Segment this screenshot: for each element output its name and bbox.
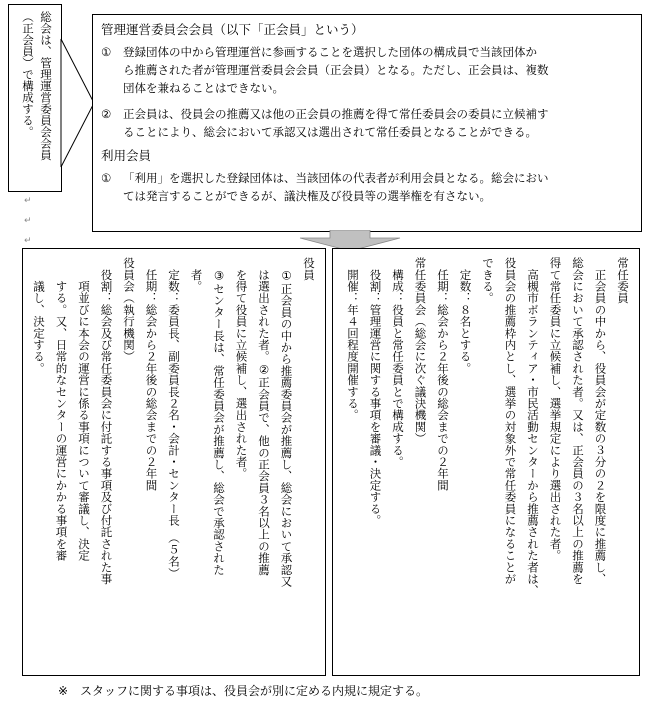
officers-column: 任期：総会から２年後の総会までの２年間 bbox=[144, 257, 159, 491]
paragraph-mark: ↵ bbox=[24, 216, 32, 226]
standing-committee-column: 総会において承認された者。又は、正会員の３名以上の推薦を bbox=[571, 257, 585, 585]
item1-line2: ら推薦された者が管理運営委員会会員（正会員）となる。ただし、正会員は、複数 bbox=[123, 63, 549, 77]
standing-committee-column: 常任委員 bbox=[616, 257, 630, 304]
paragraph-mark: ↵ bbox=[24, 236, 32, 246]
footnote: ※ スタッフに関する事項は、役員会が別に定める内規に規定する。 bbox=[58, 684, 429, 698]
standing-committee-column: 定数：８名とする。 bbox=[458, 257, 473, 374]
officers-column: ①正会員の中から推薦委員会が推薦し、総会において承認又 bbox=[279, 257, 294, 588]
officers-column: 役員 bbox=[302, 257, 316, 281]
standing-committee-column: 正会員の中から、役員会が定数の３分の２を限度に推薦し、 bbox=[593, 257, 608, 585]
item2-line2: ることにより、総会において承認又は選出されて常任委員となることができる。 bbox=[123, 125, 537, 139]
standing-committee-column: 常任委員会（総会に次ぐ議決機関） bbox=[413, 257, 428, 445]
item3-number: ① bbox=[101, 171, 112, 185]
officers-column: する。又、日常的なセンターの運営にかかる事項を審 bbox=[54, 257, 69, 562]
standing-committee-column: できる。 bbox=[481, 257, 495, 304]
standing-committee-column: 任期：総会から２年後の総会までの２年間 bbox=[436, 257, 450, 491]
item1-line3: 団体を兼ねることはできない。 bbox=[123, 81, 284, 95]
standing-committee-column: 構成：役員と常任委員とで構成する。 bbox=[391, 257, 405, 468]
item1-number: ① bbox=[101, 45, 112, 59]
item2-number: ② bbox=[101, 107, 112, 121]
user-member-title: 利用会員 bbox=[101, 148, 152, 163]
officers-column: は選出された者。②正会員で、他の正会員３名以上の推薦 bbox=[257, 257, 271, 576]
standing-committee-column: 役割：管理運営に関する事項を審議・決定する。 bbox=[368, 257, 383, 527]
general-assembly-box bbox=[8, 4, 62, 192]
item2-line1: 正会員は、役員会の推薦又は他の正会員の推薦を得て常任委員会の委員に立候補す bbox=[123, 107, 549, 121]
officers-column: 役員会（執行機関） bbox=[122, 257, 136, 363]
standing-committee-column: 高槻市ボランティア・市民活動センターから推薦された者は、 bbox=[526, 257, 540, 597]
officers-column: を得て役員に立候補し、選出された者。 bbox=[234, 257, 249, 480]
regular-member-title: 管理運営委員会会員（以下「正会員」という） bbox=[101, 22, 364, 37]
item1-line1: 登録団体の中から管理運営に参画することを選択した団体の構成員で当該団体か bbox=[123, 45, 537, 59]
officers-column: 者。 bbox=[189, 257, 204, 293]
standing-committee-column: 得て常任委員に立候補し、選挙規定により選出された者。 bbox=[548, 257, 563, 562]
item3-line2: ては発言することができるが、議決権及び役員等の選挙権を有さない。 bbox=[123, 189, 491, 203]
standing-committee-column: 開催：年４回程度開催する。 bbox=[346, 257, 360, 421]
side-box-line2: （正会員）で構成する。 bbox=[21, 11, 35, 138]
officers-column: 議し、決定する。 bbox=[32, 257, 46, 374]
officers-column: 役割：総会及び常任委員会に付託する事項及び付託された事 bbox=[99, 257, 114, 585]
standing-committee-box bbox=[332, 248, 640, 676]
officers-column: 定数：委員長、副委員長２名・会計・センター長 （５名） bbox=[167, 257, 181, 579]
officers-box bbox=[22, 248, 326, 676]
right-arrow-icon bbox=[60, 38, 96, 168]
regular-member-box bbox=[92, 14, 642, 232]
officers-column: ③センター長は、常任委員会が推薦し、総会で承認された bbox=[212, 257, 226, 576]
side-box-line1: 総会は、管理運営委員会会員 bbox=[39, 11, 53, 161]
standing-committee-column: 役員会の推薦枠内とし、選挙の対象外で常任委員になることが bbox=[503, 257, 518, 585]
paragraph-mark: ↵ bbox=[24, 196, 32, 206]
officers-column: 項並びに本会の運営に係る事項について審議し、決定 bbox=[77, 257, 91, 562]
item3-line1: 「利用」を選択した登録団体は、当該団体の代表者が利用会員となる。総会におい bbox=[123, 171, 549, 185]
